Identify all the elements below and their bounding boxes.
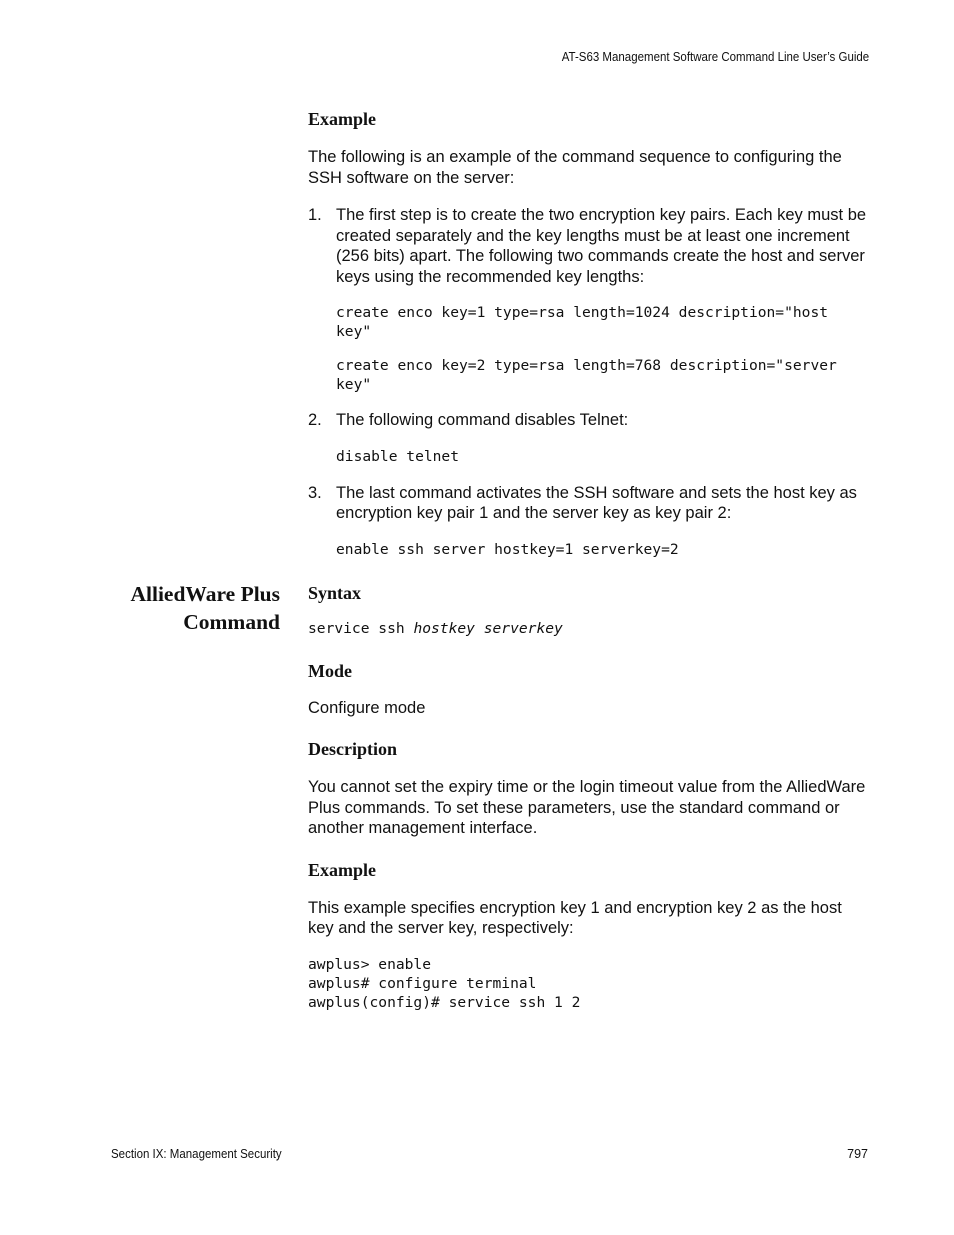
example-heading: Example [308, 859, 377, 880]
section-heading-line-2: Command [183, 610, 280, 634]
step-item [308, 205, 868, 394]
step-text: The first step is to create the two encryption key pairs. Each key must be created separately and the key lengths must be at least one increment (256 bits) apart. The following two commands create the host and server keys using the recommended key lengths: [336, 206, 867, 286]
code-line: awplus> enable [308, 955, 432, 973]
example-intro: The following is an example of the command sequence to configuring the SSH software on the server: [308, 148, 842, 187]
example-heading: Example [308, 109, 377, 129]
code-line: create enco key=1 type=rsa length=1024 description="host key" [336, 304, 837, 340]
mode-text: Configure mode [308, 698, 426, 717]
page-number: 797 [847, 1147, 868, 1161]
step-number: 1. [308, 206, 322, 224]
step-text: The last command activates the SSH software and sets the host key as encryption key pair 1 and the server key as key pair 2: [336, 483, 857, 522]
footer-section: Section IX: Management Security [111, 1147, 282, 1161]
mode-heading: Mode [308, 660, 352, 681]
syntax-command [308, 619, 868, 638]
code-line: disable telnet [336, 447, 460, 465]
step-list [308, 205, 868, 559]
example-intro: This example specifies encryption key 1 and encryption key 2 as the host key and the server key, respectively: [308, 898, 842, 937]
syntax-params: hostkey serverkey [413, 619, 563, 637]
step-item [308, 483, 868, 559]
step-number: 2. [308, 411, 322, 429]
code-line: awplus# configure terminal [308, 974, 537, 992]
section-heading-line-1: AlliedWare Plus [130, 582, 280, 606]
step-text: The following command disables Telnet: [336, 411, 629, 429]
main-content [308, 108, 868, 1012]
running-header: AT-S63 Management Software Command Line User’s Guide [561, 50, 869, 64]
step-item [308, 410, 868, 466]
code-line: create enco key=2 type=rsa length=768 description="server key" [336, 357, 846, 393]
description-text: You cannot set the expiry time or the login timeout value from the AlliedWare Plus commands. To set these parameters, use the standard command or another management interface. [308, 778, 866, 837]
code-line: enable ssh server hostkey=1 serverkey=2 [336, 540, 679, 558]
description-heading: Description [308, 739, 397, 759]
syntax-heading: Syntax [308, 582, 362, 603]
code-line: awplus(config)# service ssh 1 2 [308, 993, 581, 1011]
syntax-keyword: service ssh [308, 619, 414, 637]
section-heading [130, 580, 280, 636]
step-number: 3. [308, 483, 322, 502]
code-block [308, 955, 868, 1012]
